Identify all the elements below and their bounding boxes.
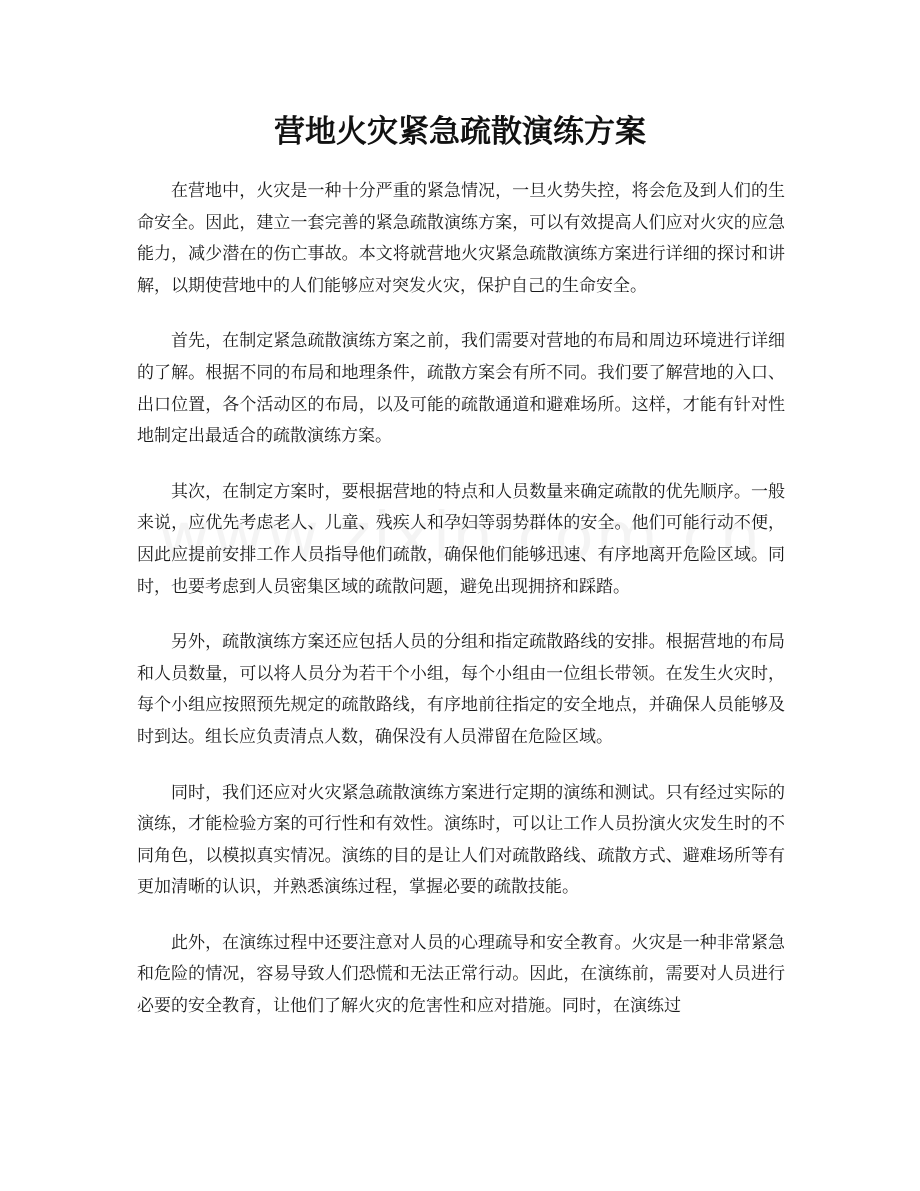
paragraph-4: 另外，疏散演练方案还应包括人员的分组和指定疏散路线的安排。根据营地的布局和人员数量，可以将人员分为若干个小组，每个小组由一位组长带领。在发生火灾时，每个小组应按照预先规定的疏散路线，有序地前往指定的安全地点，并确保人员能够及时到达。组长应负责清点人数，确保没有人员滞留在危险区域。	[137, 632, 785, 747]
document-body	[137, 176, 785, 1047]
paragraph-5: 同时，我们还应对火灾紧急疏散演练方案进行定期的演练和测试。只有经过实际的演练，才能检验方案的可行性和有效性。演练时，可以让工作人员扮演火灾发生时的不同角色，以模拟真实情况。演练的目的是让人们对疏散路线、疏散方式、避难场所等有更加清晰的认识，并熟悉演练过程，掌握必要的疏散技能。	[137, 782, 785, 898]
paragraph-1: 在营地中，火灾是一种十分严重的紧急情况，一旦火势失控，将会危及到人们的生命安全。因此，建立一套完善的紧急疏散演练方案，可以有效提高人们应对火灾的应急能力，减少潜在的伤亡事故。本文将就营地火灾紧急疏散演练方案进行详细的探讨和讲解，以期使营地中的人们能够应对突发火灾，保护自己的生命安全。	[137, 181, 785, 296]
document-title: 营地火灾紧急疏散演练方案	[274, 114, 646, 150]
paragraph-2: 首先，在制定紧急疏散演练方案之前，我们需要对营地的布局和周边环境进行详细的了解。根据不同的布局和地理条件，疏散方案会有所不同。我们要了解营地的入口、出口位置，各个活动区的布局，以及可能的疏散通道和避难场所。这样，才能有针对性地制定出最适合的疏散演练方案。	[137, 331, 785, 447]
paragraph-3: 其次，在制定方案时，要根据营地的特点和人员数量来确定疏散的优先顺序。一般来说，应优先考虑老人、儿童、残疾人和孕妇等弱势群体的安全。他们可能行动不便，因此应提前安排工作人员指导他们疏散，确保他们能够迅速、有序地离开危险区域。同时，也要考虑到人员密集区域的疏散问题，避免出现拥挤和踩踏。	[137, 481, 785, 597]
paragraph-6: 此外，在演练过程中还要注意对人员的心理疏导和安全教育。火灾是一种非常紧急和危险的情况，容易导致人们恐慌和无法正常行动。因此，在演练前，需要对人员进行必要的安全教育，让他们了解火灾的危害性和应对措施。同时，在演练过	[137, 932, 785, 1017]
